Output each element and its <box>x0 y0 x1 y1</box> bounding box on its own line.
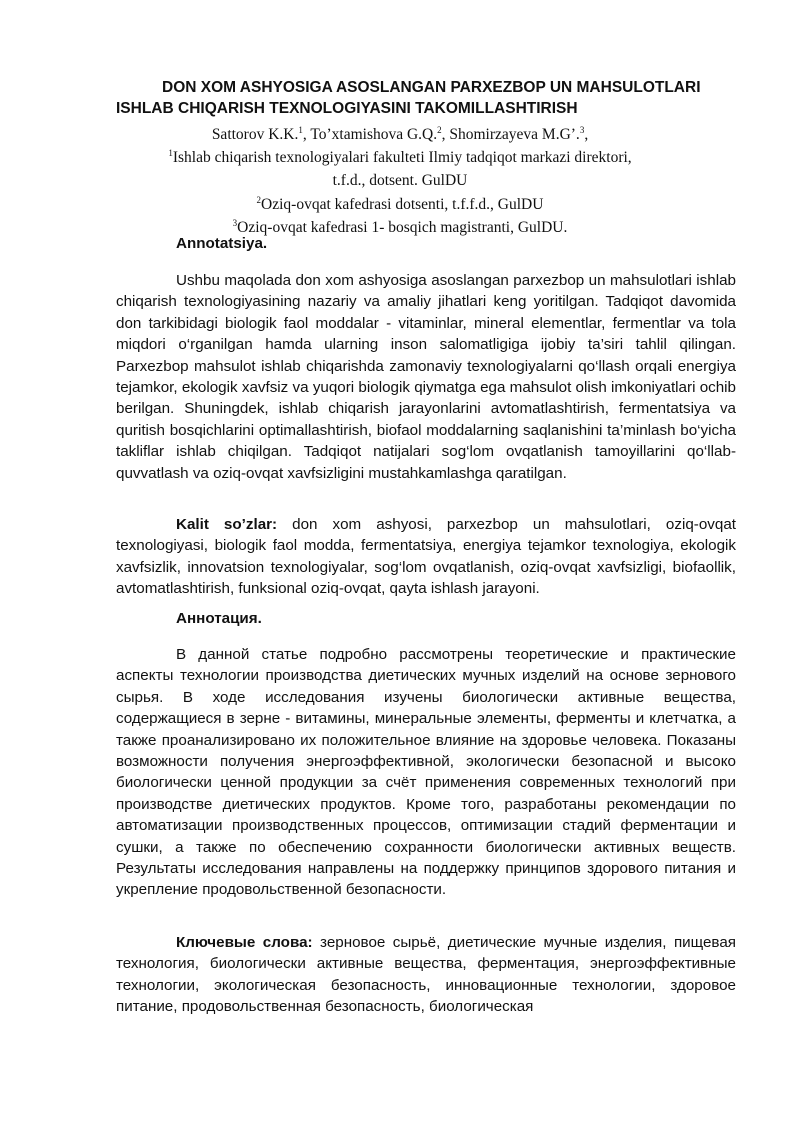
title-line-2: ISHLAB CHIQARISH TEXNOLOGIYASINI TAKOMILLASHTIRISH <box>116 100 578 117</box>
author-2-mark: 2 <box>437 125 442 135</box>
annotation-ru-heading: Аннотация. <box>176 610 262 627</box>
keywords-uz <box>116 514 736 600</box>
affiliation-3-text: Oziq-ovqat kafedrasi 1- bosqich magistranti, GulDU. <box>237 219 568 236</box>
paper-title <box>116 77 736 119</box>
affiliation-2 <box>0 196 800 214</box>
affiliation-3-mark: 3 <box>232 218 238 228</box>
author-list-end: , <box>584 126 589 143</box>
keywords-ru-label: Ключевые слова: <box>176 934 313 951</box>
author-1: Sattorov K.K. <box>211 126 299 143</box>
author-3-mark: 3 <box>579 125 585 135</box>
author-2: To’xtamishova G.Q. <box>310 126 438 143</box>
annotation-uz-heading: Annotatsiya. <box>176 235 268 252</box>
keywords-uz-label: Kalit so’zlar: <box>176 516 278 533</box>
author-separator: , <box>441 126 450 143</box>
keywords-ru-text: зерновое сырьё, диетические мучные изделия, пищевая технология, биологически активные вещества, ферментация, энергоэффективные технологии, экологическая безопасность, инновационные технологии, здоровое питание, продовольственная безопасность, биологическая <box>116 934 736 1016</box>
keywords-ru <box>116 932 736 1018</box>
affiliation-1-text: Ishlab chiqarish texnologiyalari fakulteti Ilmiy tadqiqot markazi direktori, <box>172 149 632 166</box>
affiliation-2-text: Oziq-ovqat kafedrasi dotsenti, t.f.f.d., GulDU <box>261 196 544 213</box>
author-separator: , <box>302 126 311 143</box>
keywords-uz-text: don xom ashyosi, parxezbop un mahsulotlari, oziq-ovqat texnologiyasi, biologik faol modda, fermentatsiya, energiya tejamkor texnologiya, ekologik xavfsizlik, innovatsion texnologiyalar, sog‘lom ovqatlanish, oziq-ovqat xavfsizligi, biofaollik, avtomatlashtirish, funksional oziq-ovqat, qayta ishlash jarayoni. <box>116 516 736 598</box>
affiliation-1-mark: 1 <box>168 148 173 158</box>
annotation-uz-text: Ushbu maqolada don xom ashyosiga asoslangan parxezbop un mahsulotlari ishlab chiqarish texnologiyasining nazariy va amaliy jihatlari keng yoritilgan. Tadqiqot davomida don tarkibidagi biologik faol moddalar - vitaminlar, mineral elementlar, fermentlar va tola miqdori o‘rganilgan hamda ularning inson salomatligiga ijobiy ta’siri tahlil qilingan. Parxezbop mahsulot ishlab chiqarishda zamonaviy texnologiyalarni qo‘llash orqali energiya tejamkor, ekologik xavfsiz va yuqori biologik qiymatga ega mahsulot olish imkoniyatlari ochib berilgan. Shuningdek, ishlab chiqarish jarayonlarini avtomatlashtirish, fermentatsiya va quritish bosqichlarini optimallashtirish, biofaol moddalarning saqlanishini ta’minlash bo‘yicha takliflar ishlab chiqilgan. Tadqiqot natijalari sog‘lom ovqatlanish tamoyillarini qo‘llab-quvvatlash va oziq-ovqat xavfsizligini mustahkamlashga qaratilgan. <box>116 272 736 482</box>
affiliation-2-mark: 2 <box>256 195 262 205</box>
author-list <box>0 126 800 144</box>
author-3: Shomirzayeva M.G’. <box>449 126 580 143</box>
title-line-1: DON XOM ASHYOSIGA ASOSLANGAN PARXEZBOP UN MAHSULOTLARI <box>162 79 701 96</box>
affiliation-1 <box>0 149 800 167</box>
author-1-mark: 1 <box>298 125 303 135</box>
affiliation-3 <box>0 219 800 237</box>
annotation-ru-text: В данной статье подробно рассмотрены теоретические и практические аспекты технологии производства диетических мучных изделий на основе зернового сырья. В ходе исследования изучены биологически активные вещества, содержащиеся в зерне - витамины, минеральные элементы, ферменты и клетчатка, а также проанализировано их положительное влияние на здоровье человека. Показаны возможности получения энергоэффективной, экологически безопасной и высоко биологически ценной продукции за счёт применения современных технологий при производстве диетических продуктов. Кроме того, разработаны рекомендации по автоматизации производственных процессов, оптимизации стадий ферментации и сушки, а также по обеспечению сохранности биологически активных веществ. Результаты исследования направлены на поддержку принципов здорового питания и укрепление продовольственной безопасности. <box>116 646 736 899</box>
affiliation-1-cont: t.f.d., dotsent. GulDU <box>332 172 468 189</box>
